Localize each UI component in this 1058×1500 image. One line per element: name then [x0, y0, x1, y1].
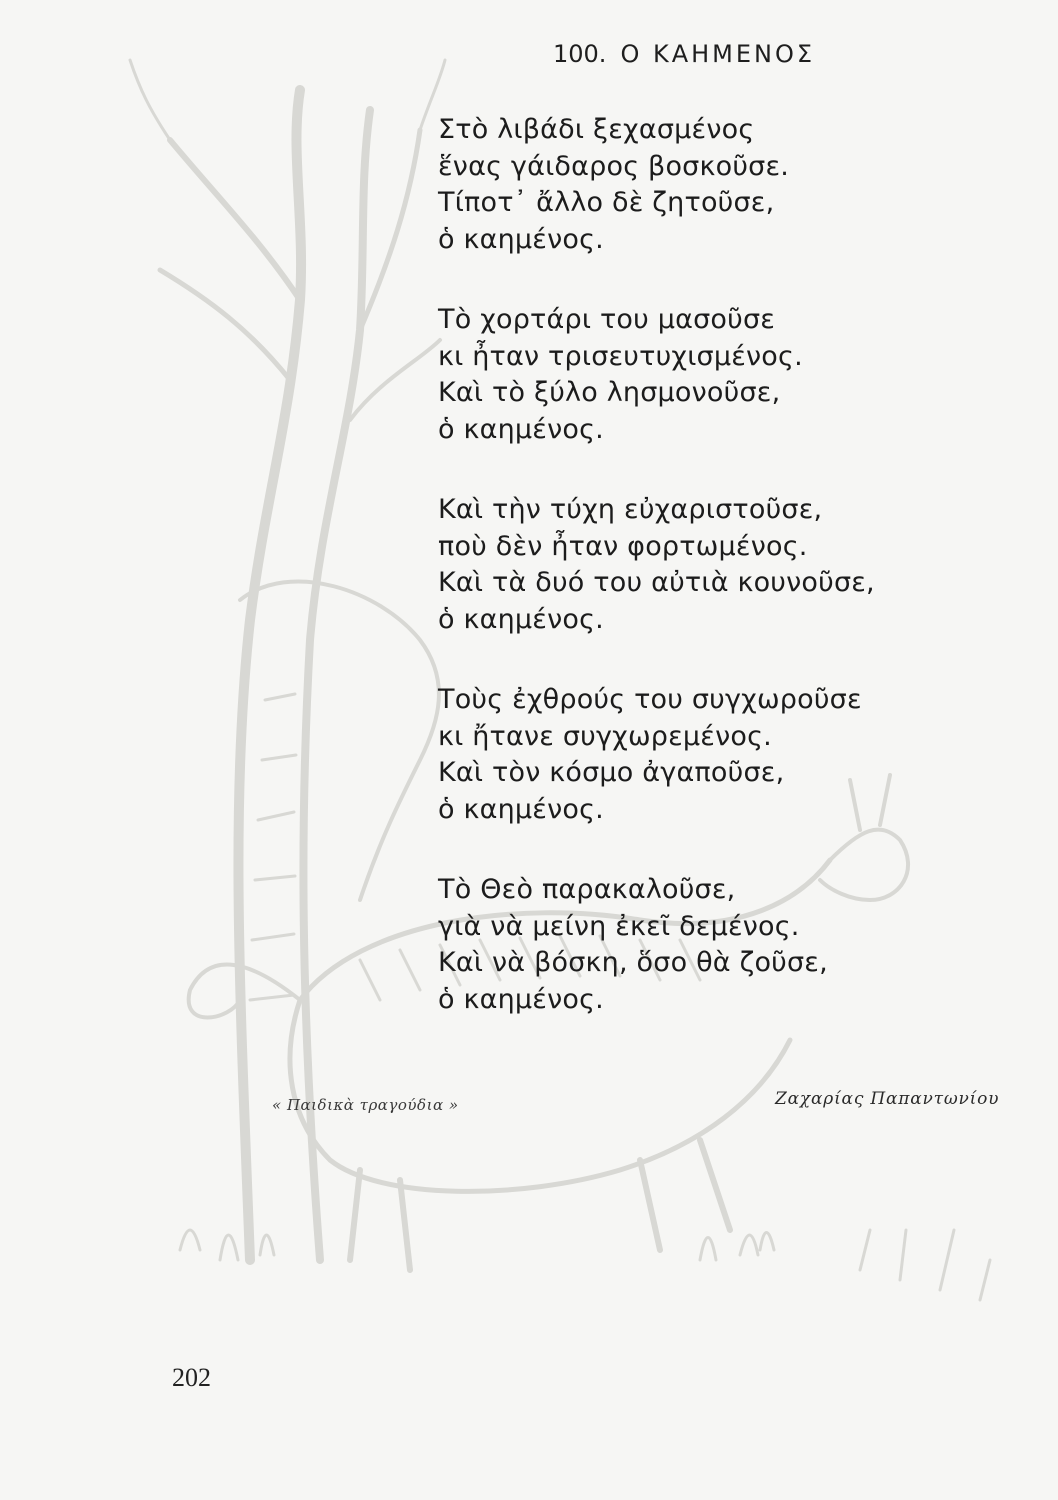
poem-line: Καὶ νὰ βόσκη, ὅσο θὰ ζοῦσε, [438, 947, 828, 978]
stanza [438, 492, 998, 638]
poem-line: ὁ καημένος. [438, 223, 604, 255]
poem-line: ὁ καημένος. [438, 413, 604, 445]
poem-line: ὁ καημένος. [438, 983, 604, 1015]
poem-line: Στὸ λιβάδι ξεχασμένος [438, 114, 755, 145]
poem-line: Καὶ τὸν κόσμο ἀγαποῦσε, [438, 757, 785, 788]
poem-line: ὁ καημένος. [438, 793, 604, 825]
stanza [438, 112, 998, 258]
poem-title [553, 40, 815, 68]
stanza [438, 872, 998, 1018]
poem-source: « Παιδικὰ τραγούδια » [272, 1096, 459, 1114]
poem-line: Τὸ χορτάρι του μασοῦσε [438, 304, 776, 335]
poem-line: Καὶ τὴν τύχη εὐχαριστοῦσε, [438, 494, 823, 525]
poem-line: ὁ καημένος. [438, 603, 604, 635]
poem-line: γιὰ νὰ μείνη ἐκεῖ δεμένος. [438, 910, 800, 942]
poem-line: κι ἤτανε συγχωρεμένος. [438, 720, 772, 752]
poem-line: κι ἦταν τρισευτυχισμένος. [438, 340, 803, 372]
poem-number: 100. [553, 40, 607, 68]
poem-line: Καὶ τὰ δυό του αὐτιὰ κουνοῦσε, [438, 567, 875, 598]
poem-body [438, 112, 998, 1062]
stanza [438, 682, 998, 828]
poem-line: Τὸ Θεὸ παρακαλοῦσε, [438, 874, 736, 905]
poem-line: ἕνας γάιδαρος βοσκοῦσε. [438, 150, 790, 182]
poem-line: Τίποτ᾽ ἄλλο δὲ ζητοῦσε, [438, 187, 775, 218]
poem-line: ποὺ δὲν ἦταν φορτωμένος. [438, 530, 808, 562]
poem-line: Τοὺς ἐχθρούς του συγχωροῦσε [438, 684, 862, 715]
stanza [438, 302, 998, 448]
poem-title-text: Ο ΚΑΗΜΕΝΟΣ [620, 40, 816, 68]
poem-line: Καὶ τὸ ξύλο λησμονοῦσε, [438, 377, 781, 408]
poem-author: Ζαχαρίας Παπαντωνίου [775, 1089, 1000, 1109]
page-number: 202 [172, 1363, 211, 1392]
